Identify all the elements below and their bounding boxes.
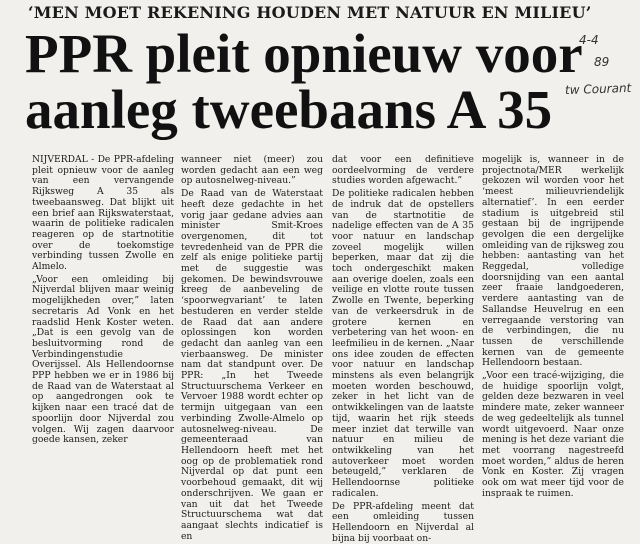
handwritten-source: tw Courant <box>565 81 632 97</box>
paragraph: wanneer niet (meer) zou worden gedacht aan een weg op autosnelweg-niveau.” <box>181 155 323 187</box>
article-body <box>28 155 634 441</box>
handwritten-date: 4-4 <box>579 33 599 47</box>
headline-line-2: aanleg tweebaans A 35 <box>25 82 585 138</box>
paragraph: „Voor een tracé-wijziging, die de huidige spoorlijn volgt, gelden deze bezwaren in veel mindere mate, zeker wanneer de weg gedeeltelijk als tunnel wordt uitgevoerd. Naar onze mening is het deze variant die met voorrang nagestreefd moet worden,” aldus de heren Vonk en Koster. Zij vragen ook om wat meer tijd voor de inspraak te ruimen. <box>482 371 624 499</box>
headline-line-1: PPR pleit opnieuw voor <box>25 26 585 82</box>
article-kicker: ‘MEN MOET REKENING HOUDEN MET NATUUR EN MILIEU’ <box>28 3 608 22</box>
text-column-4 <box>482 155 624 441</box>
paragraph: De politieke radicalen hebben de indruk dat de opstellers van de startnotitie de nadelige effecten van de A 35 voor natuur en landschap zoveel mogelijk willen beperken, maar dat zij die toch ondergeschikt maken aan overige doelen, zoals een veilige en vlotte route tussen Zwolle en Twente, beperking van de verkeersdruk in de grotere kernen en verbetering van het woon- en leefmilieu in de kernen. „Naar ons idee zouden de effecten voor natuur en landschap minstens als even belangrijk moeten worden beschouwd, zeker in het licht van de ontwikkelingen van de laatste tijd, waarin het rijk steeds meer inziet dat terwille van natuur en milieu de ontwikkeling van het autoverkeer moet worden beteugeld,” verklaren de Hellendoornse politieke radicalen. <box>332 189 474 499</box>
handwritten-year: 89 <box>594 55 609 69</box>
text-column-3 <box>332 155 474 441</box>
paragraph: „Voor een omleiding bij Nijverdal blijven maar weinig mogelijkheden over,” laten secretaris Ad Vonk en het raadslid Henk Koster weten. „Dat is een gevolg van de besluitvorming rond de Verbindingenstudie Overijssel. Als Hellendoornse PPP hebben we er in 1986 bij de Raad van de Waterstaat al op aangedrongen ook te kijken naar een tracé dat de spoorlijn door Nijverdal zou volgen. Wij zagen daarvoor goede kansen, zeker <box>32 275 174 446</box>
article-headline <box>25 26 585 138</box>
paragraph: mogelijk is, wanneer in de projectnota/MER werkelijk gekozen wil worden voor het ‘meest milieuvriendelijk alternatief’. In een eerder stadium is uitgebreid stil gestaan bij de ingrijpende gevolgen die een dergelijke omleiding van de rijksweg zou hebben: aantasting van het Reggedal, volledige doorsnijding van een aantal zeer fraaie landgoederen, verdere aantasting van de Sallandse Heuvelrug en een verregaande verstoring van de verbindingen, die nu tussen de verschillende kernen van de gemeente Hellendoorn bestaan. <box>482 155 624 369</box>
text-column-2 <box>181 155 323 441</box>
paragraph: NIJVERDAL - De PPR-afdeling pleit opnieuw voor de aanleg van een vervangende Rijksweg A 35 als tweebaansweg. Dat blijkt uit een brief aan Rijkswaterstaat, waarin de politieke radicalen reageren op de startnotitie over de toekomstige verbinding tussen Zwolle en Almelo. <box>32 155 174 273</box>
paragraph: De PPR-afdeling meent dat een omleiding tussen Hellendoorn en Nijverdal al bijna bij voorbaat on- <box>332 502 474 544</box>
paragraph: dat voor een definitieve oordeelvorming de verdere studies worden afgewacht.” <box>332 155 474 187</box>
text-column-1 <box>32 155 174 441</box>
paragraph: De Raad van de Waterstaat heeft deze gedachte in het vorig jaar gedane advies aan minister Smit-Kroes overgenomen, dit tot tevredenheid van de PPR die zelf als enige politieke partij met de suggestie was gekomen. De bewindsvrouwe kreeg de aanbeveling de ‘spoorwegvariant’ te laten bestuderen en verder stelde de Raad dat aan andere oplossingen kon worden gedacht dan aanleg van een vierbaansweg. De minister nam dat standpunt over. De PPR: „In het Tweede Structuurschema Verkeer en Vervoer 1988 wordt echter op termijn uitgegaan van een verbinding Zwolle-Almelo op autosnelweg-niveau. De gemeenteraad van Hellendoorn heeft met het oog op de problematiek rond Nijverdal op dat punt een voorbehoud gemaakt, dit wij onderschrijven. We gaan er van uit dat het Tweede Structuurschema wat dat aangaat slechts indicatief is en <box>181 189 323 542</box>
